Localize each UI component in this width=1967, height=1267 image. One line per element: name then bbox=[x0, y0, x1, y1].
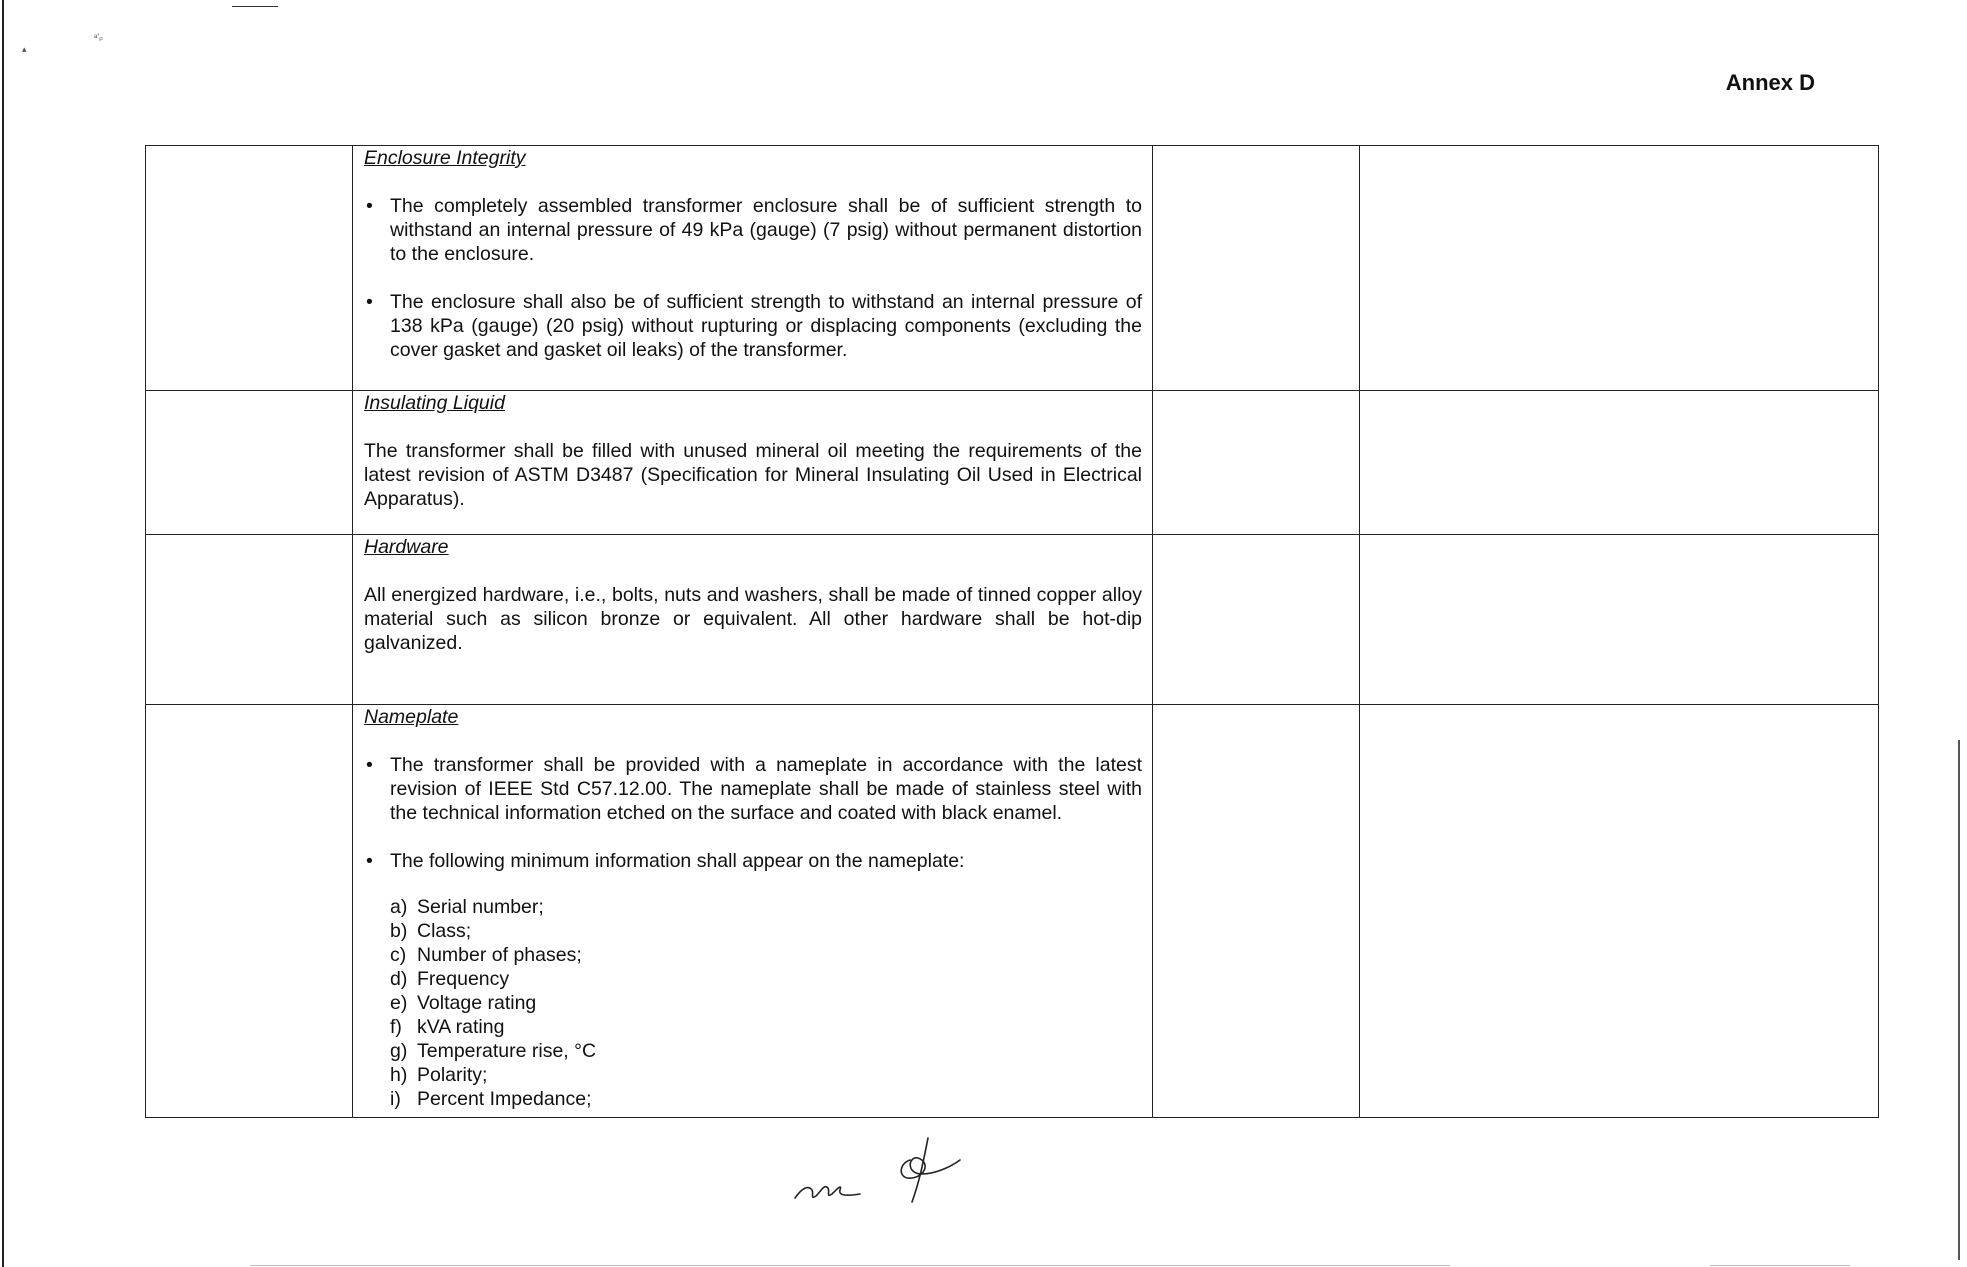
bullet-item: • The completely assembled transformer enclosure shall be of sufficient strength to withstand an internal pressure of 49 kPa (gauge) (7 psig) without permanent distortion to the enclosure. bbox=[364, 194, 1142, 266]
scan-border-left bbox=[2, 0, 4, 1267]
scan-noise-line bbox=[1710, 1265, 1850, 1266]
section-text: The transformer shall be filled with unused mineral oil meeting the requirements of the latest revision of ASTM D3487 (Specification for Mineral Insulating Oil Used in Electrical Apparatus). bbox=[364, 440, 1142, 510]
remarks-cell bbox=[1360, 535, 1879, 705]
list-item: g) Temperature rise, °C bbox=[390, 1040, 597, 1062]
bullet-item: • The transformer shall be provided with a nameplate in accordance with the latest revision of IEEE Std C57.12.00. The nameplate shall be made of stainless steel with the technical information etched on the surface and coated with black enamel. bbox=[364, 753, 1142, 825]
bullet-item: • The enclosure shall also be of sufficient strength to withstand an internal pressure of 138 kPa (gauge) (20 psig) without rupturing or displacing components (excluding the cover gasket and gasket oil leaks) of the transformer. bbox=[364, 290, 1142, 362]
list-item: c) Number of phases; bbox=[390, 944, 582, 966]
scan-noise-line bbox=[250, 1265, 1450, 1266]
table-row-enclosure-integrity bbox=[146, 146, 1879, 391]
list-item: e) Voltage rating bbox=[390, 992, 537, 1014]
section-heading: Nameplate bbox=[364, 706, 459, 728]
scan-mark-top bbox=[232, 6, 278, 7]
list-item: h) Polarity; bbox=[390, 1064, 488, 1086]
list-item: a) Serial number; bbox=[390, 896, 544, 918]
compliance-cell bbox=[1153, 535, 1360, 705]
section-heading: Enclosure Integrity bbox=[364, 147, 526, 169]
remarks-cell bbox=[1360, 391, 1879, 535]
scan-speck: ▴ bbox=[22, 44, 27, 54]
bullet-item: • The following minimum information shall appear on the nameplate: bbox=[364, 849, 1142, 873]
compliance-cell bbox=[1153, 146, 1360, 391]
section-heading: Insulating Liquid bbox=[364, 392, 505, 414]
scan-border-right bbox=[1958, 740, 1960, 1260]
list-item: d) Frequency bbox=[390, 968, 510, 990]
empty-cell-left bbox=[146, 535, 353, 705]
table-row-hardware bbox=[146, 535, 1879, 705]
remarks-cell bbox=[1360, 146, 1879, 391]
empty-cell-left bbox=[146, 146, 353, 391]
section-heading: Hardware bbox=[364, 536, 449, 558]
compliance-cell bbox=[1153, 391, 1360, 535]
specification-table bbox=[145, 145, 1879, 1118]
nameplate-info-list bbox=[390, 895, 1142, 1111]
section-text: All energized hardware, i.e., bolts, nuts and washers, shall be made of tinned copper alloy material such as silicon bronze or equivalent. All other hardware shall be hot-dip galvanized. bbox=[364, 584, 1142, 654]
requirement-cell bbox=[353, 391, 1153, 535]
list-item: b) Class; bbox=[390, 920, 472, 942]
scan-speck: ᵃ'ₚ bbox=[94, 32, 103, 42]
list-item: i) Percent Impedance; bbox=[390, 1088, 592, 1110]
handwritten-signature bbox=[790, 1130, 990, 1210]
compliance-cell bbox=[1153, 705, 1360, 1118]
empty-cell-left bbox=[146, 391, 353, 535]
list-item: f) kVA rating bbox=[390, 1016, 505, 1038]
requirement-cell bbox=[353, 705, 1153, 1118]
requirement-cell bbox=[353, 146, 1153, 391]
table-row-insulating-liquid bbox=[146, 391, 1879, 535]
annex-label: Annex D bbox=[1725, 70, 1815, 95]
requirement-cell bbox=[353, 535, 1153, 705]
remarks-cell bbox=[1360, 705, 1879, 1118]
empty-cell-left bbox=[146, 705, 353, 1118]
table-row-nameplate bbox=[146, 705, 1879, 1118]
